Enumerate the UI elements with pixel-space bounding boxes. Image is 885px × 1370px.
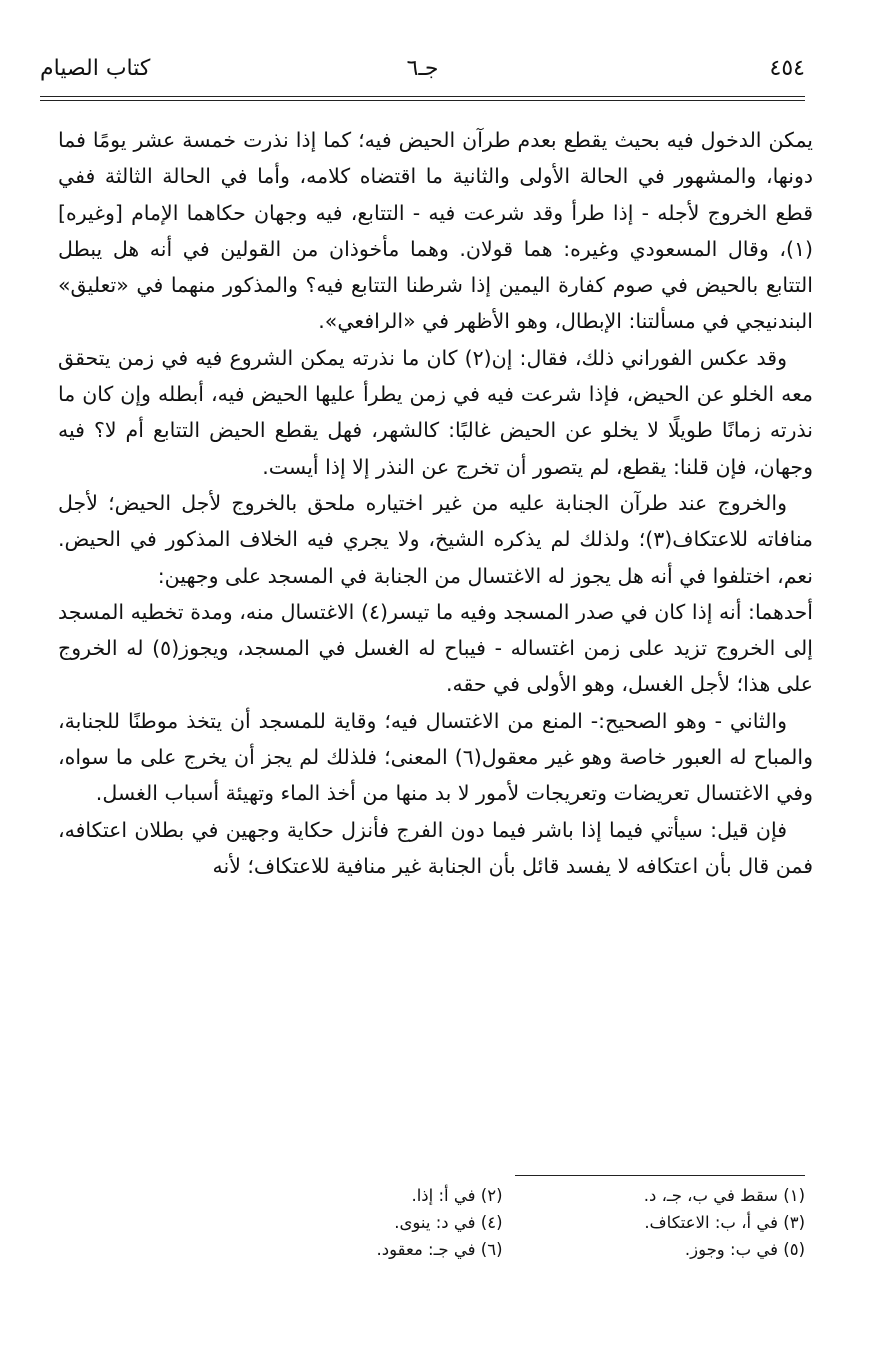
header-rule-double <box>40 100 805 101</box>
footnote <box>200 1209 503 1236</box>
paragraph: والثاني - وهو الصحيح:- المنع من الاغتسال فيه؛ وقاية للمسجد أن يتخذ موطنًا للجنابة، والمباح له العبور خاصة وهو غير معقول(٦) المعنى؛ فلذلك لم يجز أن يخرج على ما سواه، وفي الاغتسال تعريضات وتعريجات لأمور لا بد منها من أخذ الماء وتهيئة أسباب الغسل. <box>58 708 813 806</box>
footnote <box>503 1209 806 1236</box>
footnotes <box>200 1182 805 1263</box>
paragraph: وقد عكس الفوراني ذلك، فقال: إن(٢) كان ما نذرته يمكن الشروع فيه في زمن يتحقق معه الخلو عن الحيض، فإذا شرعت فيه في زمن يطرأ عليها الحيض فيه، أبطله وإن كان ما نذرته زمانًا طويلًا لا يخلو عن الحيض غالبًا: كالشهر، فهل يقطع الحيض التتابع أم لا؟ فيه وجهان، فإن قلنا: يقطع، لم يتصور أن تخرج عن النذر إلا إذا أيست. <box>58 345 813 479</box>
footnote-marker: (٤) <box>480 1213 503 1232</box>
footnote <box>200 1236 503 1263</box>
footnote-marker: (٣) <box>783 1213 805 1232</box>
page-number: ٤٥٤ <box>769 56 805 81</box>
header-rule <box>40 96 805 97</box>
volume-label: جـ٦ <box>406 56 439 81</box>
book-title: كتاب الصيام <box>40 56 151 81</box>
footnote-marker: (٥) <box>783 1240 805 1259</box>
paragraph: يمكن الدخول فيه بحيث يقطع بعدم طرآن الحيض فيه؛ كما إذا نذرت خمسة عشر يومًا فما دونها، والمشهور في الحالة الأولى والثانية ما اقتضاه كلامه، وأما في الحالة الثالثة ففي قطع الخروج لأجله - إذا طرأ وقد شرعت فيه - التتابع، فيه وجهان حكاهما الإمام [وغيره](١)، وقال المسعودي وغيره: هما قولان. وهما مأخوذان من القولين في أنه هل يبطل التتابع بالحيض في صوم كفارة اليمين إذا شرطنا التتابع فيه؟ والمذكور منهما في «تعليق» البندنيجي في مسألتنا: الإبطال، وهو الأظهر في «الرافعي». <box>58 128 813 334</box>
footnote-row <box>200 1209 805 1236</box>
main-text <box>58 122 813 1162</box>
footnote-marker: (١) <box>783 1186 805 1205</box>
footnote-text: في أ، ب: الاعتكاف. <box>644 1213 778 1232</box>
paragraph: أحدهما: أنه إذا كان في صدر المسجد وفيه ما تيسر(٤) الاغتسال منه، ومدة تخطيه المسجد إلى الخروج تزيد على زمن اغتساله - فيباح له الغسل في المسجد، ويجوز(٥) له الخروج على هذا؛ لأجل الغسل، وهو الأولى في حقه. <box>58 599 813 697</box>
footnote-marker: (٦) <box>480 1240 503 1259</box>
footnote-row <box>200 1182 805 1209</box>
footnote-text: في جـ: معقود. <box>376 1240 476 1259</box>
footnote-row <box>200 1236 805 1263</box>
footnote <box>503 1182 806 1209</box>
footnote-text: في ب: وجوز. <box>684 1240 778 1259</box>
footnote-separator <box>515 1175 805 1176</box>
footnote-text: في د: ينوى. <box>394 1213 476 1232</box>
page-header <box>40 54 805 94</box>
paragraph: والخروج عند طرآن الجنابة عليه من غير اختياره ملحق بالخروج لأجل الحيض؛ لأجل منافاته للاعتكاف(٣)؛ ولذلك لم يذكره الشيخ، ولا يجري فيه الخلاف المذكور في الحيض. نعم، اختلفوا في أنه هل يجوز له الاغتسال من الجنابة في المسجد على وجهين: <box>58 490 813 588</box>
footnote-text: سقط في ب، جـ، د. <box>643 1186 778 1205</box>
footnote <box>200 1182 503 1209</box>
footnote-marker: (٢) <box>480 1186 503 1205</box>
footnote <box>503 1236 806 1263</box>
footnote-text: في أ: إذا. <box>411 1186 476 1205</box>
paragraph: فإن قيل: سيأتي فيما إذا باشر فيما دون الفرج فأنزل حكاية وجهين في بطلان اعتكافه، فمن قال بأن اعتكافه لا يفسد قائل بأن الجنابة غير منافية للاعتكاف؛ لأنه <box>58 817 813 878</box>
